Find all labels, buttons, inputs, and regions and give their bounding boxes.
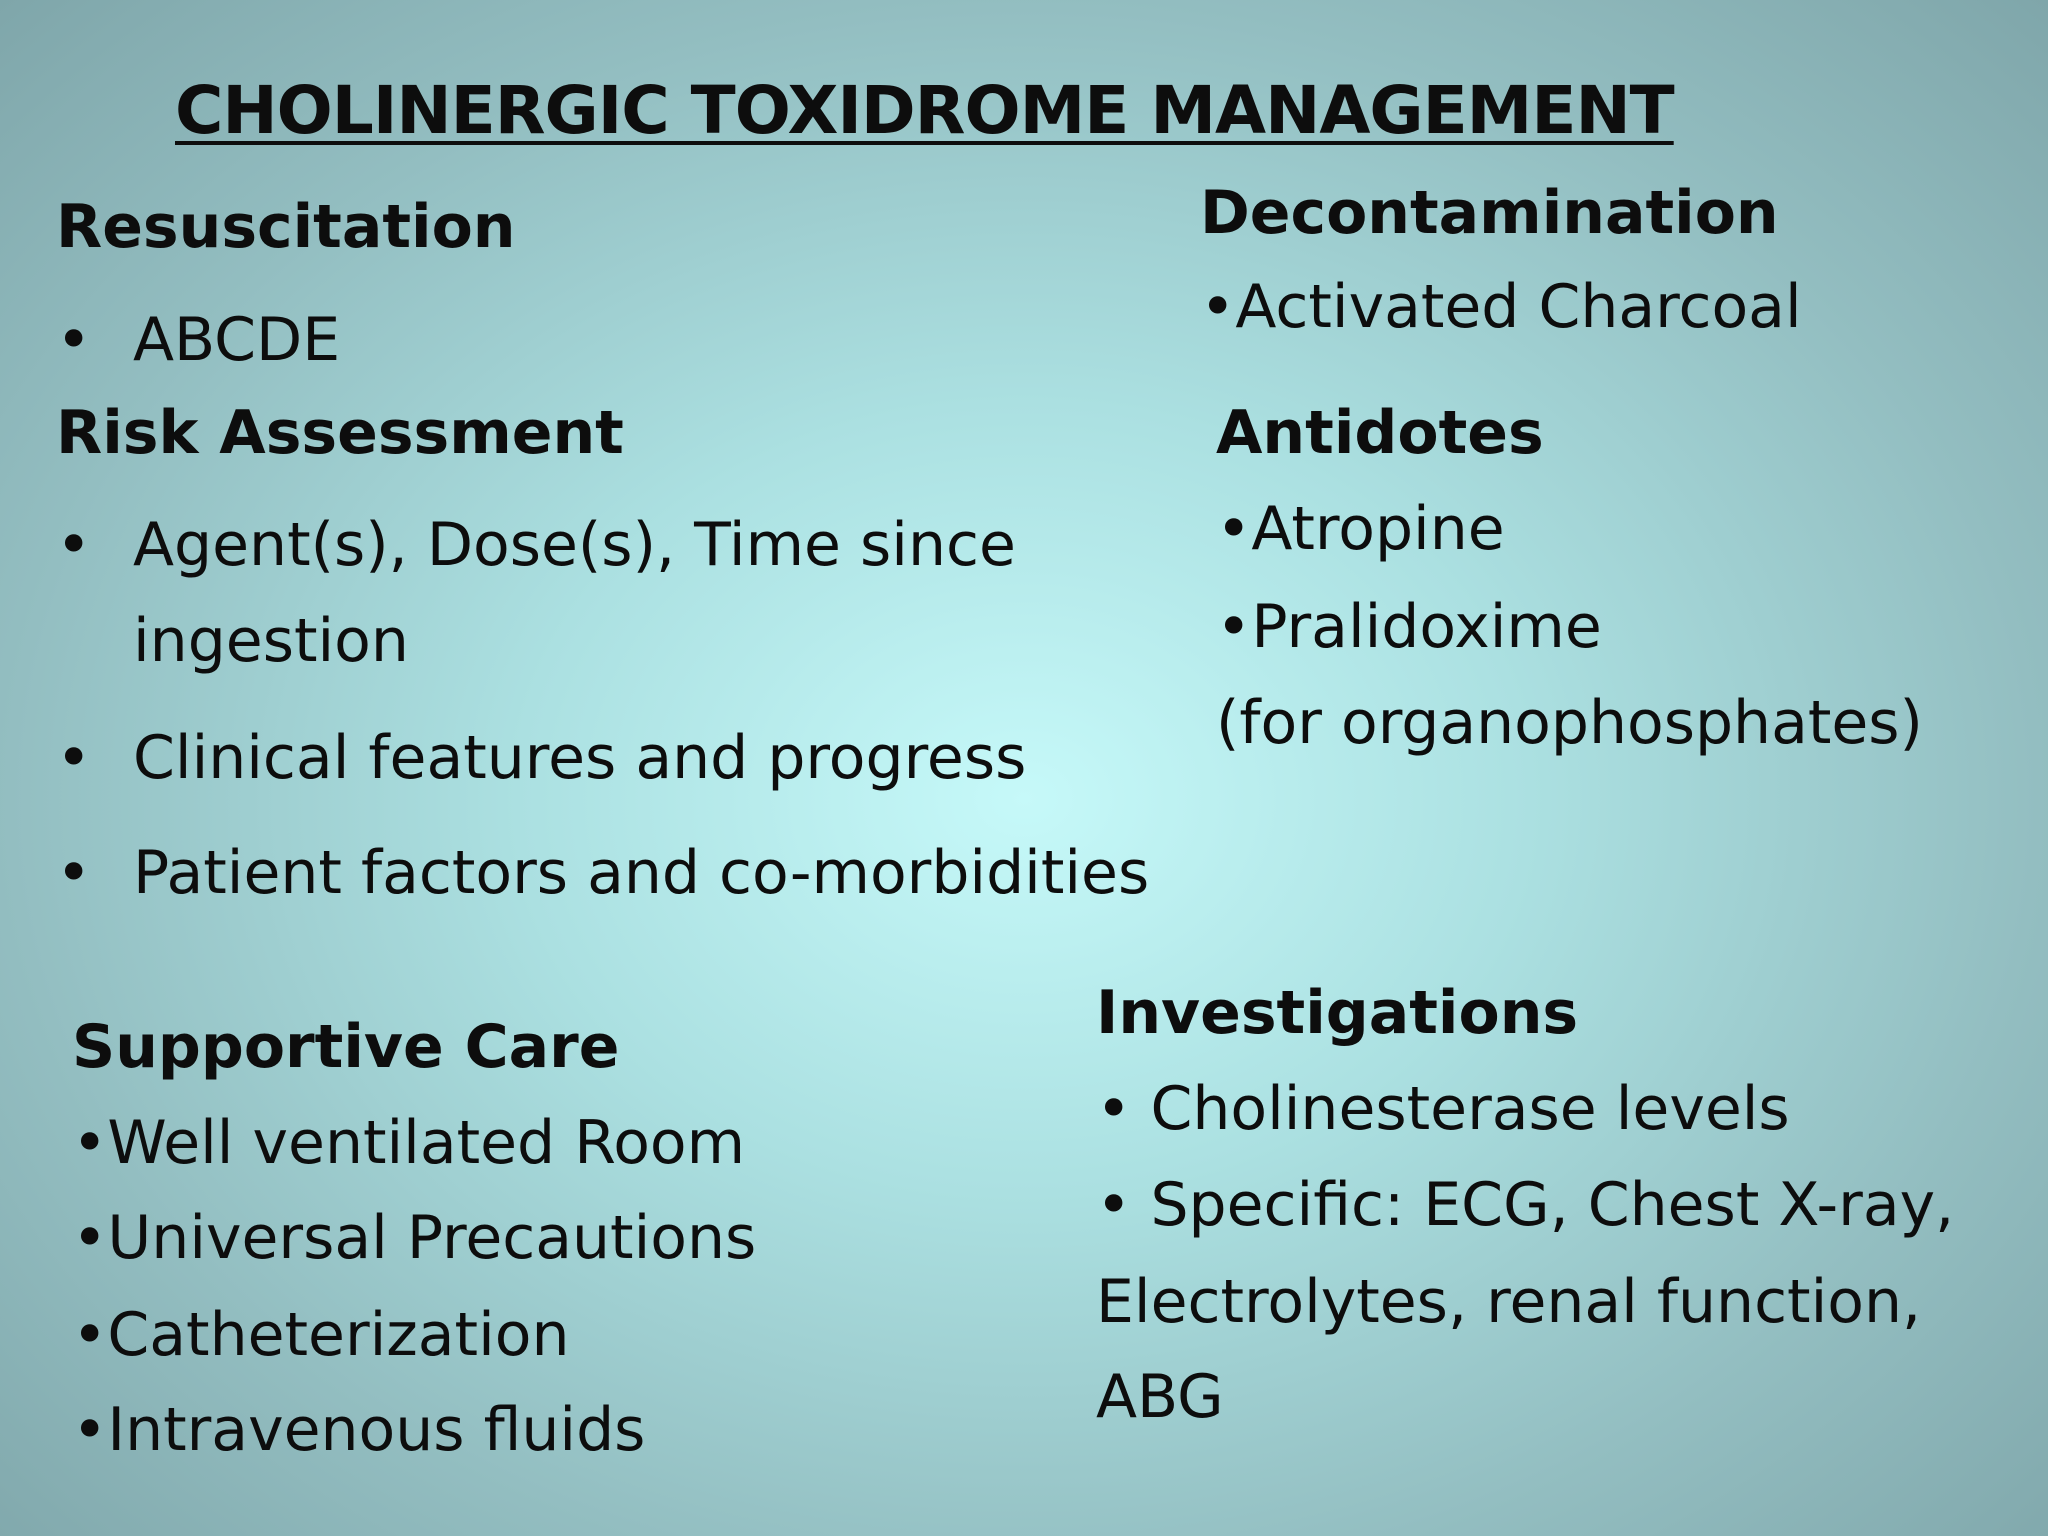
- bullet: •: [56, 838, 92, 908]
- investigations-item: ABG: [1096, 1362, 1224, 1432]
- resuscitation-heading: Resuscitation: [56, 192, 516, 262]
- investigations-heading: Investigations: [1096, 978, 1579, 1048]
- investigations-item: • Specific: ECG, Chest X-ray,: [1096, 1170, 1955, 1240]
- risk-assessment-item: Agent(s), Dose(s), Time since: [133, 510, 1016, 580]
- bullet: •: [56, 510, 92, 580]
- slide-title: CHOLINERGIC TOXIDROME MANAGEMENT: [175, 72, 1674, 149]
- supportive-care-item: •Well ventilated Room: [72, 1108, 746, 1178]
- antidotes-item: •Pralidoxime: [1216, 592, 1602, 662]
- antidotes-item: •Atropine: [1216, 494, 1505, 564]
- antidotes-heading: Antidotes: [1216, 398, 1544, 468]
- investigations-item: Electrolytes, renal function,: [1096, 1267, 1922, 1337]
- resuscitation-item: ABCDE: [133, 305, 341, 375]
- bullet: •: [56, 305, 92, 375]
- bullet: •: [56, 723, 92, 793]
- supportive-care-item: •Universal Precautions: [72, 1203, 757, 1273]
- supportive-care-item: •Catheterization: [72, 1300, 570, 1370]
- investigations-item: • Cholinesterase levels: [1096, 1074, 1790, 1144]
- risk-assessment-item: ingestion: [133, 606, 409, 676]
- decontamination-item: •Activated Charcoal: [1200, 272, 1802, 342]
- risk-assessment-item: Clinical features and progress: [133, 723, 1027, 793]
- risk-assessment-item: Patient factors and co-morbidities: [133, 838, 1150, 908]
- supportive-care-heading: Supportive Care: [72, 1012, 620, 1082]
- supportive-care-item: •Intravenous fluids: [72, 1395, 646, 1465]
- antidotes-note: (for organophosphates): [1216, 688, 1923, 758]
- risk-assessment-heading: Risk Assessment: [56, 398, 624, 468]
- decontamination-heading: Decontamination: [1200, 178, 1779, 248]
